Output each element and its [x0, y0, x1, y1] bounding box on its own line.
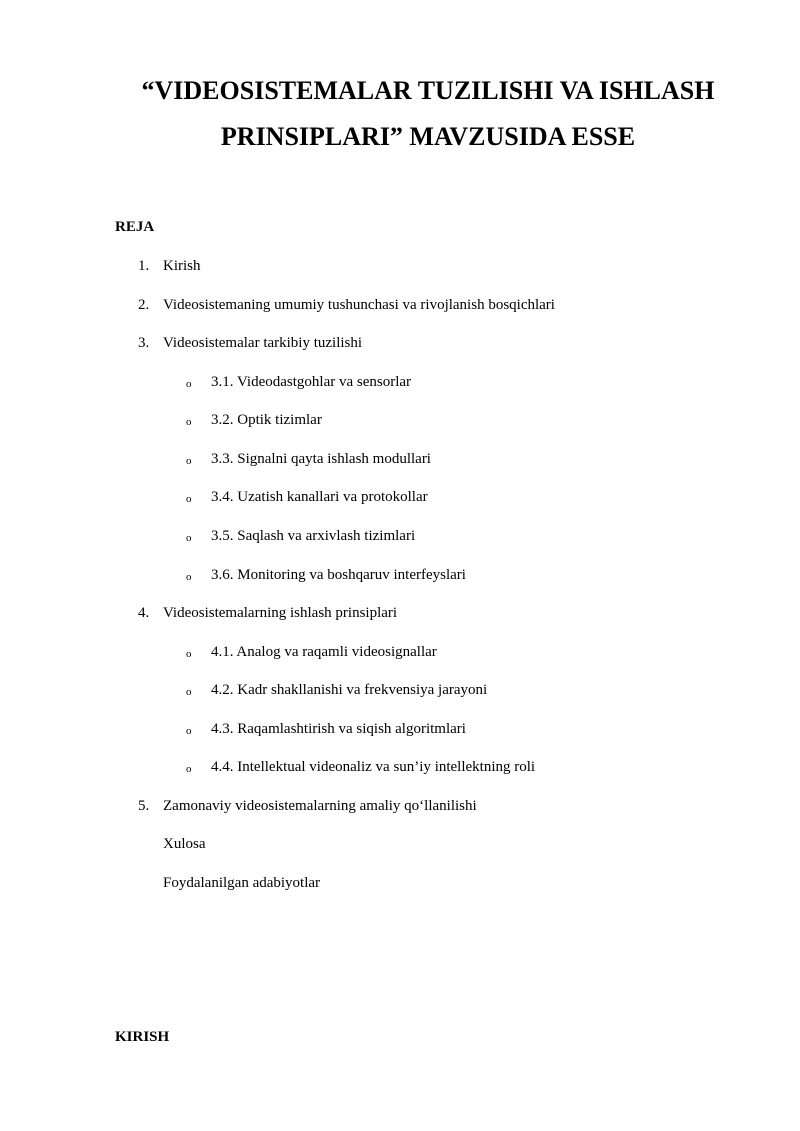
- outline-subitem-text: 3.2. Optik tizimlar: [211, 412, 322, 428]
- outline-number: 3.: [138, 335, 150, 351]
- document-title-line-1: “VIDEOSISTEMALAR TUZILISHI VA ISHLASH: [141, 76, 715, 105]
- document-title-line-2: PRINSIPLARI” MAVZUSIDA ESSE: [220, 122, 636, 151]
- bullet-circle-icon: o: [186, 686, 192, 698]
- bullet-circle-icon: o: [186, 725, 192, 737]
- bullet-circle-icon: o: [186, 763, 192, 775]
- outline-subitem-text: 3.6. Monitoring va boshqaruv interfeyslari: [211, 567, 466, 583]
- outline-subitem-text: 4.2. Kadr shakllanishi va frekvensiya jarayoni: [211, 682, 488, 698]
- outline-text: Videosistemalarning ishlash prinsiplari: [163, 605, 398, 621]
- bullet-circle-icon: o: [186, 532, 192, 544]
- outline-subitem-text: 4.4. Intellektual videonaliz va sun’iy intellektning roli: [211, 759, 536, 775]
- outline-subitem-text: 3.4. Uzatish kanallari va protokollar: [211, 489, 428, 505]
- bullet-circle-icon: o: [186, 378, 192, 390]
- outline-number: 4.: [138, 605, 150, 621]
- bullet-circle-icon: o: [186, 493, 192, 505]
- outline-text: Kirish: [163, 258, 201, 274]
- outline-number: 1.: [138, 258, 150, 274]
- bullet-circle-icon: o: [186, 416, 192, 428]
- outline-text: Videosistemaning umumiy tushunchasi va rivojlanish bosqichlari: [163, 297, 555, 313]
- outline-text: Zamonaviy videosistemalarning amaliy qo‘llanilishi: [163, 798, 477, 814]
- outline-subitem-text: 4.1. Analog va raqamli videosignallar: [211, 644, 437, 660]
- outline-text: Foydalanilgan adabiyotlar: [163, 875, 321, 891]
- kirish-heading: KIRISH: [115, 1029, 170, 1045]
- outline-number: 2.: [138, 297, 150, 313]
- outline-text: Videosistemalar tarkibiy tuzilishi: [163, 335, 363, 351]
- outline-text: Xulosa: [163, 836, 206, 852]
- outline-subitem-text: 4.3. Raqamlashtirish va siqish algoritmlari: [211, 721, 466, 737]
- reja-heading: REJA: [115, 219, 155, 235]
- outline-number: 5.: [138, 798, 150, 814]
- bullet-circle-icon: o: [186, 571, 192, 583]
- outline-subitem-text: 3.3. Signalni qayta ishlash modullari: [211, 451, 431, 467]
- bullet-circle-icon: o: [186, 455, 192, 467]
- outline-subitem-text: 3.1. Videodastgohlar va sensorlar: [211, 374, 412, 390]
- bullet-circle-icon: o: [186, 648, 192, 660]
- outline-subitem-text: 3.5. Saqlash va arxivlash tizimlari: [211, 528, 416, 544]
